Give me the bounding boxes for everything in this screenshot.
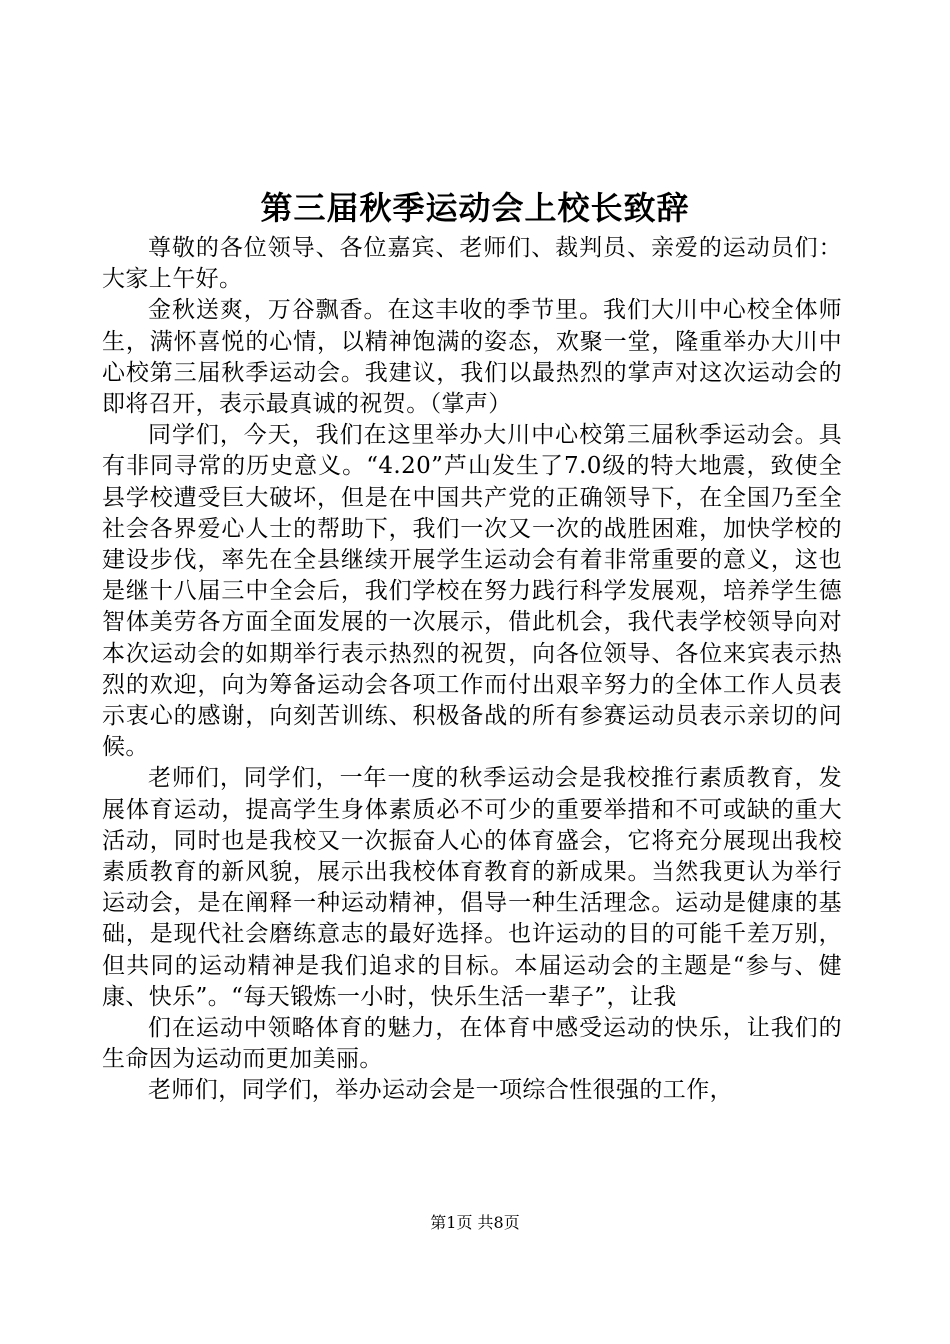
document-title: 第三届秋季运动会上校长致辞 (260, 189, 690, 227)
paragraph-sports-meaning: 老师们，同学们，一年一度的秋季运动会是我校推行素质教育，发展体育运动，提高学生身体素质必不可少的重要举措和不可或缺的重大活动，同时也是我校又一次振奋人心的体育盛会，它将充分展现出我校素质教育的新风貌，展示出我校体育教育的新成果。当然我更认为举行运动会，是在阐释一种运动精神，倡导一种生活理念。运动是健康的基础，是现代社会磨练意志的最好选择。也许运动的目的可能千差万别，但共同的运动精神是我们追求的目标。本届运动会的主题是“参与、健康、快乐”。“每天锻炼一小时，快乐生活一辈子”，让我 (102, 765, 842, 1010)
paragraph-organization: 老师们，同学们，举办运动会是一项综合性很强的工作， (148, 1077, 733, 1104)
paragraph-opening: 金秋送爽，万谷飘香。在这丰收的季节里。我们大川中心校全体师生，满怀喜悦的心情，以精神饱满的姿态，欢聚一堂，隆重举办大川中心校第三届秋季运动会。我建议，我们以最热烈的掌声对这次运动会的即将召开，表示最真诚的祝贺。（掌声） (102, 297, 842, 418)
paragraph-significance: 同学们，今天，我们在这里举办大川中心校第三届秋季运动会。具有非同寻常的历史意义。“4.20”芦山发生了7.0级的特大地震，致使全县学校遭受巨大破坏，但是在中国共产党的正确领导下，在全国乃至全社会各界爱心人士的帮助下，我们一次又一次的战胜困难，加快学校的建设步伐，率先在全县继续开展学生运动会有着非常重要的意义，这也是继十八届三中全会后，我们学校在努力践行科学发展观，培养学生德智体美劳各方面全面发展的一次展示，借此机会，我代表学校领导向对本次运动会的如期举行表示热烈的祝贺，向各位领导、各位来宾表示热烈的欢迎，向为筹备运动会各项工作而付出艰辛努力的全体工作人员表示衷心的感谢，向刻苦训练、积极备战的所有参赛运动员表示亲切的问候。 (102, 422, 842, 761)
document-body (102, 233, 842, 1107)
page-number-footer: 第1页 共8页 (430, 1213, 520, 1232)
paragraph-continuation: 们在运动中领略体育的魅力，在体育中感受运动的快乐，让我们的生命因为运动而更加美丽。 (102, 1015, 842, 1073)
paragraph-greeting: 尊敬的各位领导、各位嘉宾、老师们、裁判员、亲爱的运动员们：大家上午好。 (102, 235, 842, 293)
